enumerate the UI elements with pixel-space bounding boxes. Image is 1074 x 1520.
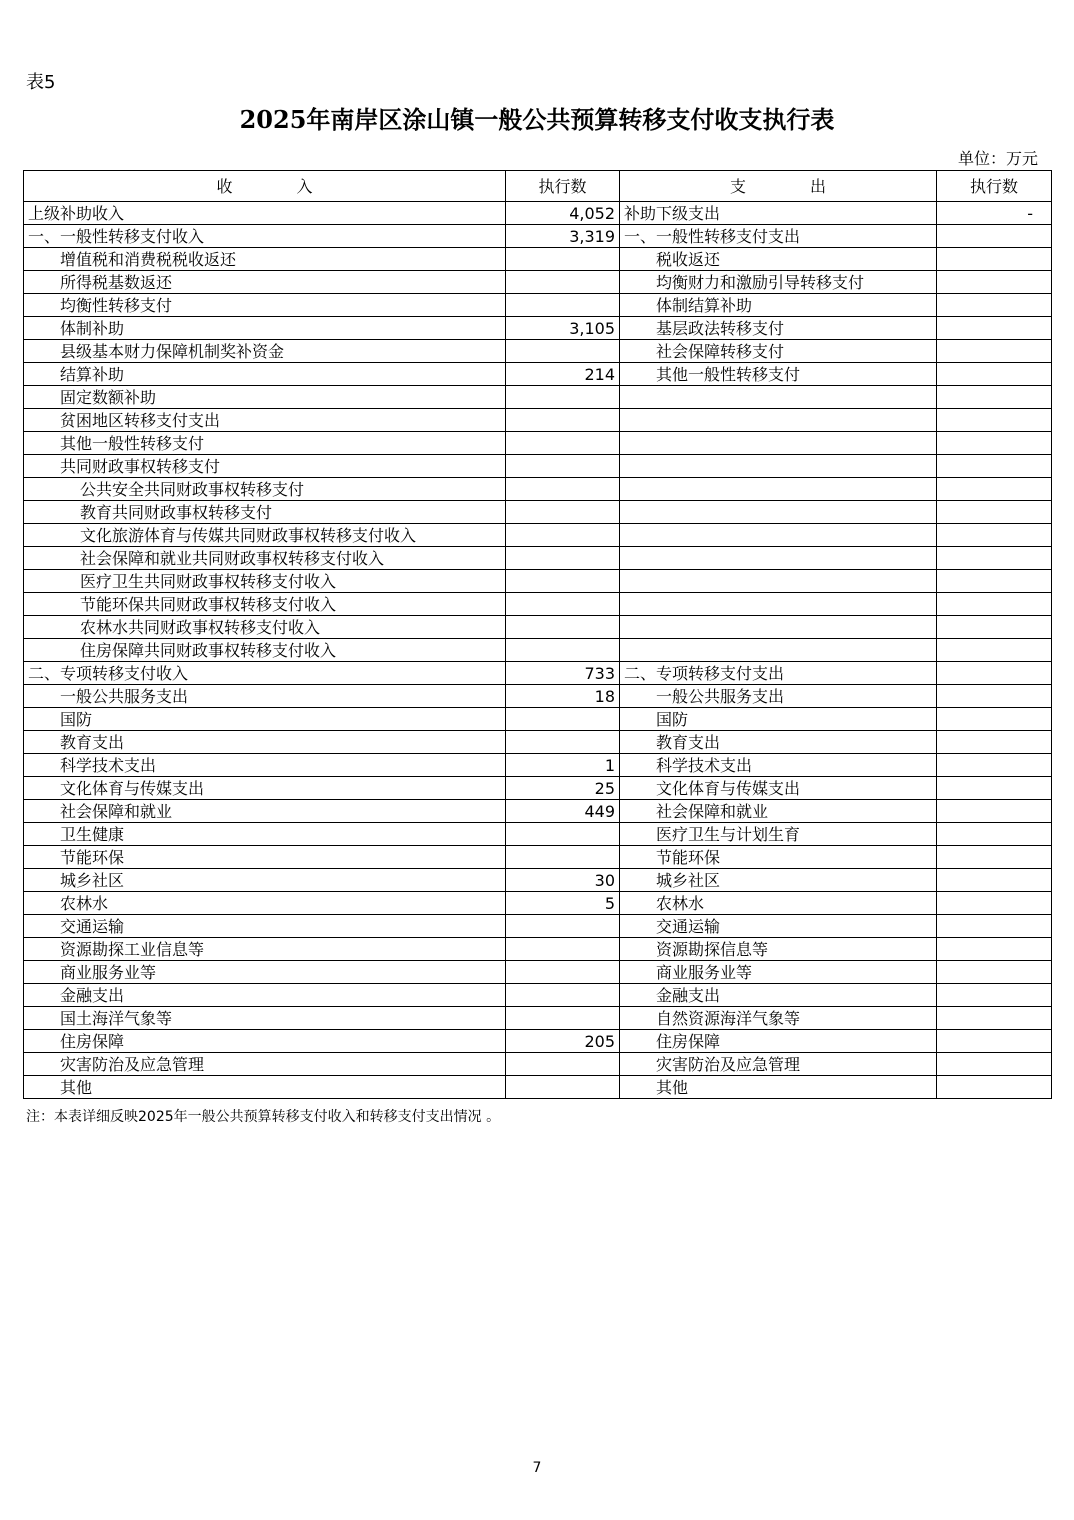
table-row bbox=[24, 961, 1052, 984]
income-amount bbox=[506, 409, 620, 432]
table-row bbox=[24, 271, 1052, 294]
document-title: 2025年南岸区涂山镇一般公共预算转移支付收支执行表 bbox=[239, 105, 835, 134]
expense-amount: - bbox=[937, 202, 1052, 225]
table-row bbox=[24, 386, 1052, 409]
expense-amount bbox=[937, 294, 1052, 317]
income-header: 收 入 bbox=[24, 171, 506, 202]
expense-amount bbox=[937, 363, 1052, 386]
expense-item: 灾害防治及应急管理 bbox=[620, 1053, 937, 1076]
expense-amount bbox=[937, 432, 1052, 455]
income-item: 共同财政事权转移支付 bbox=[24, 455, 506, 478]
expense-amount bbox=[937, 225, 1052, 248]
income-amount bbox=[506, 271, 620, 294]
income-amount bbox=[506, 984, 620, 1007]
expense-item: 城乡社区 bbox=[620, 869, 937, 892]
income-amount bbox=[506, 731, 620, 754]
income-amount bbox=[506, 524, 620, 547]
expense-amount bbox=[937, 777, 1052, 800]
income-amount: 733 bbox=[506, 662, 620, 685]
income-item: 上级补助收入 bbox=[24, 202, 506, 225]
expense-amount bbox=[937, 478, 1052, 501]
expense-amount bbox=[937, 685, 1052, 708]
table-row bbox=[24, 915, 1052, 938]
income-amount: 5 bbox=[506, 892, 620, 915]
income-item: 文化旅游体育与传媒共同财政事权转移支付收入 bbox=[24, 524, 506, 547]
income-amount bbox=[506, 915, 620, 938]
income-amount bbox=[506, 708, 620, 731]
expense-item: 住房保障 bbox=[620, 1030, 937, 1053]
income-amount bbox=[506, 823, 620, 846]
income-amount: 449 bbox=[506, 800, 620, 823]
expense-item: 国防 bbox=[620, 708, 937, 731]
table-row bbox=[24, 225, 1052, 248]
expense-amount bbox=[937, 248, 1052, 271]
income-item: 资源勘探工业信息等 bbox=[24, 938, 506, 961]
expense-amount bbox=[937, 915, 1052, 938]
expense-amount bbox=[937, 1007, 1052, 1030]
income-amount bbox=[506, 432, 620, 455]
income-item: 国土海洋气象等 bbox=[24, 1007, 506, 1030]
income-item: 交通运输 bbox=[24, 915, 506, 938]
table-row bbox=[24, 938, 1052, 961]
income-item: 社会保障和就业 bbox=[24, 800, 506, 823]
table-row bbox=[24, 800, 1052, 823]
expense-item bbox=[620, 478, 937, 501]
expense-amount bbox=[937, 317, 1052, 340]
expense-item: 其他 bbox=[620, 1076, 937, 1099]
income-amount bbox=[506, 639, 620, 662]
expense-amount bbox=[937, 386, 1052, 409]
income-amount bbox=[506, 938, 620, 961]
table-row bbox=[24, 294, 1052, 317]
income-amount: 25 bbox=[506, 777, 620, 800]
income-item: 住房保障共同财政事权转移支付收入 bbox=[24, 639, 506, 662]
expense-item bbox=[620, 386, 937, 409]
expense-amount bbox=[937, 593, 1052, 616]
income-amount: 205 bbox=[506, 1030, 620, 1053]
expense-item: 节能环保 bbox=[620, 846, 937, 869]
expense-item bbox=[620, 547, 937, 570]
income-item: 县级基本财力保障机制奖补资金 bbox=[24, 340, 506, 363]
expense-amount bbox=[937, 570, 1052, 593]
table-row bbox=[24, 777, 1052, 800]
expense-item bbox=[620, 616, 937, 639]
table-number: 表5 bbox=[26, 72, 56, 93]
expense-amount bbox=[937, 662, 1052, 685]
income-item: 科学技术支出 bbox=[24, 754, 506, 777]
table-row bbox=[24, 478, 1052, 501]
expense-item: 自然资源海洋气象等 bbox=[620, 1007, 937, 1030]
income-item: 卫生健康 bbox=[24, 823, 506, 846]
expense-item: 商业服务业等 bbox=[620, 961, 937, 984]
income-item: 增值税和消费税税收返还 bbox=[24, 248, 506, 271]
income-item: 均衡性转移支付 bbox=[24, 294, 506, 317]
table-row bbox=[24, 731, 1052, 754]
expense-amount bbox=[937, 869, 1052, 892]
expense-item: 文化体育与传媒支出 bbox=[620, 777, 937, 800]
income-item: 住房保障 bbox=[24, 1030, 506, 1053]
table-row bbox=[24, 455, 1052, 478]
expense-amount bbox=[937, 961, 1052, 984]
income-item: 节能环保 bbox=[24, 846, 506, 869]
expense-amount bbox=[937, 271, 1052, 294]
expense-amount bbox=[937, 409, 1052, 432]
expense-item: 金融支出 bbox=[620, 984, 937, 1007]
income-amount: 3,319 bbox=[506, 225, 620, 248]
table-row bbox=[24, 501, 1052, 524]
expense-item bbox=[620, 409, 937, 432]
table-row bbox=[24, 846, 1052, 869]
expense-amount bbox=[937, 984, 1052, 1007]
income-item: 二、专项转移支付收入 bbox=[24, 662, 506, 685]
expense-item: 社会保障和就业 bbox=[620, 800, 937, 823]
unit-label: 单位：万元 bbox=[957, 149, 1038, 168]
expense-amount bbox=[937, 639, 1052, 662]
income-item: 固定数额补助 bbox=[24, 386, 506, 409]
income-amount bbox=[506, 593, 620, 616]
table-row bbox=[24, 248, 1052, 271]
table-row bbox=[24, 1007, 1052, 1030]
income-amount bbox=[506, 961, 620, 984]
income-amount: 4,052 bbox=[506, 202, 620, 225]
expense-amount bbox=[937, 754, 1052, 777]
income-item: 教育共同财政事权转移支付 bbox=[24, 501, 506, 524]
income-amount bbox=[506, 616, 620, 639]
table-row bbox=[24, 892, 1052, 915]
table-row bbox=[24, 708, 1052, 731]
expense-amount bbox=[937, 823, 1052, 846]
income-amount bbox=[506, 570, 620, 593]
table-row bbox=[24, 524, 1052, 547]
expense-item: 体制结算补助 bbox=[620, 294, 937, 317]
expense-item: 交通运输 bbox=[620, 915, 937, 938]
income-item: 农林水 bbox=[24, 892, 506, 915]
income-amount: 30 bbox=[506, 869, 620, 892]
table-row bbox=[24, 754, 1052, 777]
income-item: 其他 bbox=[24, 1076, 506, 1099]
expense-amount bbox=[937, 547, 1052, 570]
income-amount bbox=[506, 846, 620, 869]
table-row bbox=[24, 685, 1052, 708]
table-row bbox=[24, 570, 1052, 593]
expense-item: 其他一般性转移支付 bbox=[620, 363, 937, 386]
income-amount bbox=[506, 1007, 620, 1030]
income-item: 灾害防治及应急管理 bbox=[24, 1053, 506, 1076]
income-amount bbox=[506, 547, 620, 570]
income-item: 公共安全共同财政事权转移支付 bbox=[24, 478, 506, 501]
expense-item bbox=[620, 501, 937, 524]
expense-amount bbox=[937, 1076, 1052, 1099]
expense-amount bbox=[937, 938, 1052, 961]
income-item: 国防 bbox=[24, 708, 506, 731]
table-row bbox=[24, 1053, 1052, 1076]
expense-item: 一般公共服务支出 bbox=[620, 685, 937, 708]
income-amount: 3,105 bbox=[506, 317, 620, 340]
income-amount-header: 执行数 bbox=[506, 171, 620, 202]
expense-amount bbox=[937, 800, 1052, 823]
page-number: 7 bbox=[532, 1460, 542, 1476]
table-row bbox=[24, 823, 1052, 846]
expense-amount bbox=[937, 455, 1052, 478]
expense-item: 税收返还 bbox=[620, 248, 937, 271]
income-amount bbox=[506, 501, 620, 524]
income-amount: 18 bbox=[506, 685, 620, 708]
income-amount bbox=[506, 248, 620, 271]
income-item: 社会保障和就业共同财政事权转移支付收入 bbox=[24, 547, 506, 570]
income-item: 体制补助 bbox=[24, 317, 506, 340]
expense-amount bbox=[937, 1030, 1052, 1053]
expense-item: 均衡财力和激励引导转移支付 bbox=[620, 271, 937, 294]
expense-item bbox=[620, 455, 937, 478]
table-row bbox=[24, 616, 1052, 639]
income-item: 教育支出 bbox=[24, 731, 506, 754]
income-item: 商业服务业等 bbox=[24, 961, 506, 984]
income-amount bbox=[506, 478, 620, 501]
expense-item bbox=[620, 570, 937, 593]
expense-item bbox=[620, 593, 937, 616]
expense-item: 科学技术支出 bbox=[620, 754, 937, 777]
expense-item: 基层政法转移支付 bbox=[620, 317, 937, 340]
income-amount bbox=[506, 455, 620, 478]
income-item: 文化体育与传媒支出 bbox=[24, 777, 506, 800]
expense-item: 社会保障转移支付 bbox=[620, 340, 937, 363]
expense-item: 医疗卫生与计划生育 bbox=[620, 823, 937, 846]
table-header-row bbox=[24, 171, 1052, 202]
income-amount: 1 bbox=[506, 754, 620, 777]
expense-amount bbox=[937, 616, 1052, 639]
table-row bbox=[24, 662, 1052, 685]
table-row bbox=[24, 547, 1052, 570]
income-item: 城乡社区 bbox=[24, 869, 506, 892]
income-item: 结算补助 bbox=[24, 363, 506, 386]
expense-amount bbox=[937, 501, 1052, 524]
table-row bbox=[24, 432, 1052, 455]
table-row bbox=[24, 317, 1052, 340]
income-item: 贫困地区转移支付支出 bbox=[24, 409, 506, 432]
table-row bbox=[24, 340, 1052, 363]
expense-amount bbox=[937, 708, 1052, 731]
income-item: 农林水共同财政事权转移支付收入 bbox=[24, 616, 506, 639]
income-item: 一般公共服务支出 bbox=[24, 685, 506, 708]
table-row bbox=[24, 1030, 1052, 1053]
expense-item: 农林水 bbox=[620, 892, 937, 915]
income-amount bbox=[506, 386, 620, 409]
footnote: 注：本表详细反映2025年一般公共预算转移支付收入和转移支付支出情况 。 bbox=[26, 1109, 501, 1125]
income-item: 其他一般性转移支付 bbox=[24, 432, 506, 455]
budget-table bbox=[23, 170, 1052, 1099]
expense-item: 教育支出 bbox=[620, 731, 937, 754]
expense-item: 一、一般性转移支付支出 bbox=[620, 225, 937, 248]
income-item: 金融支出 bbox=[24, 984, 506, 1007]
expense-amount bbox=[937, 524, 1052, 547]
expense-amount bbox=[937, 846, 1052, 869]
income-item: 所得税基数返还 bbox=[24, 271, 506, 294]
table-row bbox=[24, 984, 1052, 1007]
expense-amount-header: 执行数 bbox=[937, 171, 1052, 202]
income-item: 医疗卫生共同财政事权转移支付收入 bbox=[24, 570, 506, 593]
table-row bbox=[24, 202, 1052, 225]
table-row bbox=[24, 1076, 1052, 1099]
income-item: 节能环保共同财政事权转移支付收入 bbox=[24, 593, 506, 616]
income-amount bbox=[506, 294, 620, 317]
income-amount bbox=[506, 1076, 620, 1099]
expense-amount bbox=[937, 731, 1052, 754]
expense-item: 补助下级支出 bbox=[620, 202, 937, 225]
income-amount: 214 bbox=[506, 363, 620, 386]
table-row bbox=[24, 593, 1052, 616]
income-item: 一、一般性转移支付收入 bbox=[24, 225, 506, 248]
expense-item bbox=[620, 639, 937, 662]
table-row bbox=[24, 363, 1052, 386]
expense-amount bbox=[937, 1053, 1052, 1076]
expense-item: 资源勘探信息等 bbox=[620, 938, 937, 961]
table-row bbox=[24, 869, 1052, 892]
table-row bbox=[24, 639, 1052, 662]
expense-amount bbox=[937, 340, 1052, 363]
table-row bbox=[24, 409, 1052, 432]
income-amount bbox=[506, 1053, 620, 1076]
expense-item: 二、专项转移支付支出 bbox=[620, 662, 937, 685]
expense-item bbox=[620, 524, 937, 547]
expense-item bbox=[620, 432, 937, 455]
expense-header: 支 出 bbox=[620, 171, 937, 202]
expense-amount bbox=[937, 892, 1052, 915]
income-amount bbox=[506, 340, 620, 363]
